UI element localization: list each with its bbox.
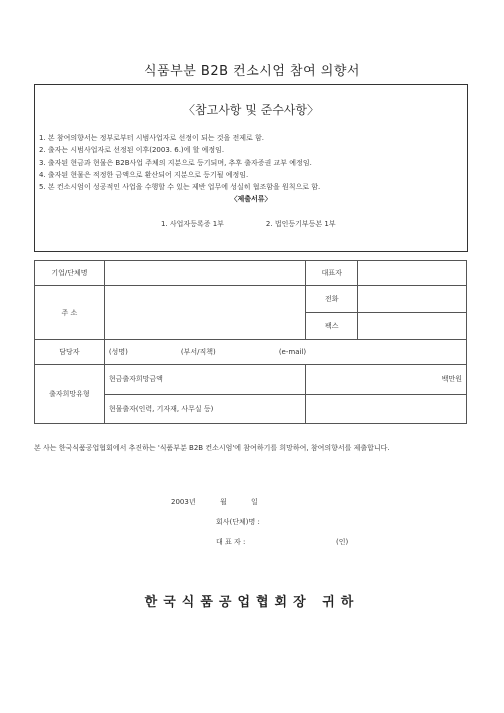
fax-label: 팩스 bbox=[306, 313, 358, 340]
doc-item: 2. 법인등기부등본 1부 bbox=[265, 220, 336, 228]
inkind-label: 현물출자(인력, 기자재, 사무실 등) bbox=[104, 394, 306, 424]
contact-email-hint: (e-mail) bbox=[278, 348, 307, 356]
address-label: 주 소 bbox=[35, 286, 105, 340]
document-title: 식품부분 B2B 컨소시엄 참여 의향서 bbox=[144, 64, 360, 79]
notice-item: 5. 본 컨소시엄이 성공적인 사업을 수행할 수 있는 제반 업무에 성실히 협조함을 원칙으로 함. bbox=[39, 183, 321, 192]
contact-dept-hint: (부서/직책) bbox=[180, 348, 216, 356]
date-month: 월 bbox=[220, 498, 227, 506]
representative-line: 대 표 자 : bbox=[216, 538, 246, 546]
docs-label: 〈제출서류〉 bbox=[230, 195, 272, 203]
docs-list bbox=[161, 219, 336, 229]
inkind-field[interactable] bbox=[306, 394, 467, 424]
company-label: 기업/단체명 bbox=[35, 261, 105, 286]
notice-box bbox=[34, 84, 468, 252]
date-year: 2003년 bbox=[171, 498, 196, 506]
phone-label: 전화 bbox=[306, 286, 358, 313]
date-day: 일 bbox=[251, 498, 258, 506]
cash-label: 현금출자희망금액 bbox=[104, 365, 306, 395]
contact-label: 담당자 bbox=[35, 340, 105, 365]
address-field[interactable] bbox=[104, 286, 306, 340]
contact-field[interactable] bbox=[104, 340, 466, 365]
notice-item: 1. 본 참여의향서는 정부로부터 시범사업자로 선정이 되는 것을 전제로 함. bbox=[39, 134, 265, 142]
notice-item: 4. 출자된 현물은 적정한 금액으로 환산되어 지분으로 등기될 예정임. bbox=[39, 170, 249, 179]
notice-list bbox=[39, 132, 467, 193]
phone-field[interactable] bbox=[358, 286, 467, 313]
investment-label: 출자희망유형 bbox=[35, 365, 105, 424]
cash-amount-field[interactable] bbox=[306, 365, 467, 395]
fax-field[interactable] bbox=[358, 313, 467, 340]
closing-addressee: 한국식품공업협회장 귀하 bbox=[144, 595, 360, 610]
company-field[interactable] bbox=[104, 261, 306, 286]
statement-text: 본 사는 한국식품공업협회에서 추진하는 '식품부분 B2B 컨소시엄'에 참여하기를 희망하여, 참여의향서를 제출합니다. bbox=[34, 444, 390, 452]
rep-label: 대표자 bbox=[306, 261, 358, 286]
notice-item: 2. 출자는 시범사업자로 선정된 이후(2003. 6.)에 할 예정임. bbox=[39, 146, 225, 155]
contact-name-hint: (성명) bbox=[108, 348, 128, 356]
doc-item: 1. 사업자등록증 1부 bbox=[161, 220, 224, 228]
notice-heading: 〈참고사항 및 준수사항〉 bbox=[183, 103, 319, 117]
application-form bbox=[34, 260, 467, 424]
notice-item: 3. 출자된 현금과 현물은 B2B사업 주체의 지분으로 등기되며, 추후 출자증권 교부 예정임. bbox=[39, 158, 312, 167]
cash-unit: 백만원 bbox=[441, 375, 462, 384]
company-name-line: 회사(단체)명 : bbox=[216, 518, 260, 526]
rep-field[interactable] bbox=[358, 261, 467, 286]
seal-mark: (인) bbox=[336, 538, 349, 546]
